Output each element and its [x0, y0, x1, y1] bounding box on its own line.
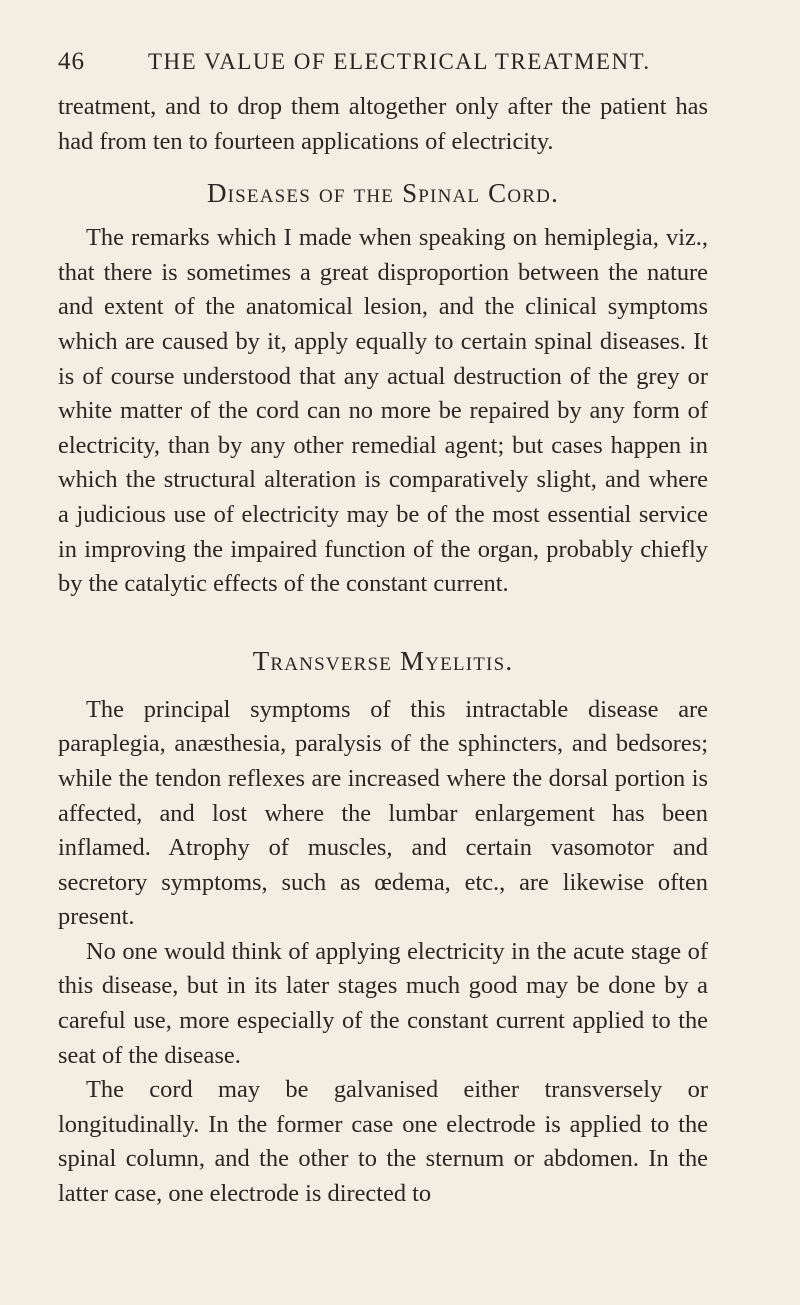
paragraph-symptoms: The principal symptoms of this intractable disease are paraplegia, anæsthesia, paralysis of the sphincters, and bedsores; while the tendon reflexes are increased where the dorsal portion is affected, and lost where the lumbar enlargement has been inflamed. Atrophy of muscles, and certain vasomotor and secretory symptoms, such as œdema, etc., are likewise often present.	[58, 695, 708, 931]
paragraph-acute-stage: No one would think of applying electricity in the acute stage of this disease, but in its later stages much good may be done by a careful use, more especially of the constant current applied to the seat of the disease.	[58, 937, 708, 1069]
page-number: 46	[58, 48, 85, 75]
running-head	[58, 48, 708, 76]
paragraph-spinal-diseases: The remarks which I made when speaking on hemiplegia, viz., that there is sometimes a great disproportion between the nature and extent of the anatomical lesion, and the clinical symptoms which are caused by it, apply equally to certain spinal diseases. It is of course understood that any actual destruction of the grey or white matter of the cord can no more be repaired by any form of electricity, than by any other remedial agent; but cases happen in which the structural alteration is comparatively slight, and where a judicious use of electricity may be of the most essential service in improving the impaired function of the organ, probably chiefly by the catalytic effects of the constant current.	[58, 224, 708, 598]
paragraph-continued: treatment, and to drop them altogether only after the patient has had from ten to fourteen applications of electricity.	[58, 93, 708, 155]
section-heading-spinal-cord: Diseases of the Spinal Cord.	[206, 178, 560, 209]
paragraph-galvanisation: The cord may be galvanised either transversely or longitudinally. In the former case one electrode is applied to the spinal column, and the other to the sternum or abdomen. In the latter case, one electrode is directed to	[58, 1076, 708, 1208]
section-heading-transverse-myelitis: Transverse Myelitis.	[252, 645, 514, 676]
running-title: THE VALUE OF ELECTRICAL TREATMENT.	[148, 49, 651, 74]
